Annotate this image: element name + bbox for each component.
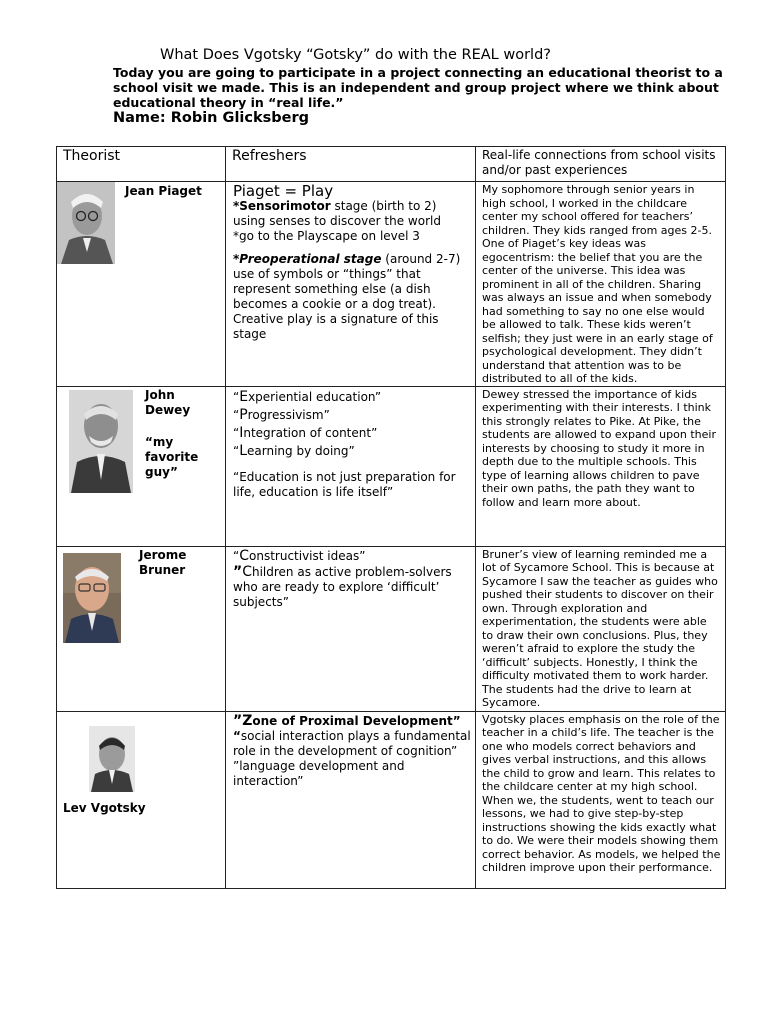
refresher-item: “Learning by doing” bbox=[233, 442, 355, 459]
refresher-dewey bbox=[226, 386, 476, 546]
refresher-item: “social interaction plays a fundamental role in the development of cognition” bbox=[233, 728, 471, 758]
refresher-item: “Integration of content” bbox=[233, 424, 378, 441]
connection-dewey: Dewey stressed the importance of kids experimenting with their interests. I think this strongly relates to Pike. At Pike, the students are allowed to expand upon their interests by choosing to study it more in depth due to the multiple schools. This type of learning allows children to pave their own paths, the path they want to follow and learn more about. bbox=[476, 386, 726, 546]
stage-name: *Sensorimotor bbox=[233, 199, 331, 213]
theorist-bruner bbox=[57, 546, 226, 711]
student-name: Name: Robin Glicksberg bbox=[113, 110, 310, 126]
theorist-piaget bbox=[57, 182, 226, 387]
refresher-item: ”Children as active problem-solvers who are ready to explore ‘difficult’ subjects” bbox=[233, 563, 452, 609]
connection-bruner: Bruner’s view of learning reminded me a lot of Sycamore School. This is because at Sycamore I saw the teacher as guides who pushed their students to discover on their own. Through exploration and experimentation, the students were able to draw their own conclusions. Plus, they weren’t afraid to explore the study the ‘difficult’ subjects. Honestly, I think the difficulty motivated them to work harder. The students had the drive to learn at Sycamore. bbox=[476, 546, 726, 711]
table-row bbox=[57, 711, 726, 888]
theorist-dewey bbox=[57, 386, 226, 546]
document-title: What Does Vgotsky “Gotsky” do with the REAL world? bbox=[160, 47, 551, 63]
header-connections: Real-life connections from school visits and/or past experiences bbox=[476, 147, 726, 182]
connection-piaget: My sophomore through senior years in high school, I worked in the childcare center my school offered for teachers’ children. They kids ranged from ages 2-5. One of Piaget’s key ideas was egocentrism: the belief that you are the center of the universe. This idea was prominent in all of the children. Sharing was always an issue and when somebody had something to say no one else would be allowed to talk. These kids weren’t selfish; they just were in an early stage of psychological development. They didn’t understand that attention was to be distributed to all of the kids. bbox=[476, 182, 726, 387]
refresher-item: “Progressivism” bbox=[233, 406, 330, 423]
theorist-table bbox=[56, 146, 726, 889]
table-row bbox=[57, 546, 726, 711]
stage-description: (around 2-7) use of symbols or “things” that represent something else (a dish becomes a cookie or a dog treat). Creative play is a signature of this stage bbox=[233, 252, 461, 341]
sensorimotor-stage bbox=[233, 199, 471, 229]
table-row bbox=[57, 386, 726, 546]
portrait-dewey bbox=[69, 390, 133, 493]
theorist-name: Jean Piaget bbox=[125, 184, 202, 198]
refresher-item: “Constructivist ideas” bbox=[233, 547, 366, 564]
theorist-name-first: Jerome bbox=[139, 547, 187, 562]
refresher-heading: ”Zone of Proximal Development” bbox=[233, 712, 461, 729]
table-header-row bbox=[57, 147, 726, 182]
theorist-name-last: Dewey bbox=[145, 402, 191, 417]
theorist-quote-line: favorite bbox=[145, 449, 199, 464]
refresher-piaget bbox=[226, 182, 476, 387]
header-refreshers: Refreshers bbox=[226, 147, 476, 182]
playscape-note: *go to the Playscape on level 3 bbox=[233, 229, 420, 243]
refresher-item: ”language development and interaction” bbox=[233, 758, 405, 788]
theorist-name-first: John bbox=[145, 387, 175, 402]
stage-description: stage (birth to 2) using senses to discover the world bbox=[233, 199, 441, 228]
intro-paragraph: Today you are going to participate in a project connecting an educational theorist to a school visit we made. This is an independent and group project where we think about educational theory in “real life.” bbox=[113, 65, 723, 110]
connection-vgotsky: Vgotsky places emphasis on the role of the teacher in a child’s life. The teacher is the one who models correct behaviors and gives verbal instructions, and this allows the child to grow and learn. This relates to the childcare center at my high school. When we, the students, went to teach our lessons, we had to give step-by-step instructions showing the kids exactly what to do. We were their models showing them correct behavior. As models, we helped the children improve upon their performance. bbox=[476, 711, 726, 888]
header-theorist: Theorist bbox=[57, 147, 226, 182]
portrait-bruner bbox=[63, 553, 121, 643]
theorist-name-last: Bruner bbox=[139, 562, 186, 577]
refresher-item: “Experiential education” bbox=[233, 388, 382, 405]
table-row bbox=[57, 182, 726, 387]
theorist-vgotsky bbox=[57, 711, 226, 888]
preoperational-stage bbox=[233, 252, 471, 342]
stage-name: Preoperational stage bbox=[239, 252, 382, 266]
dewey-quote: “Education is not just preparation for life, education is life itself” bbox=[233, 469, 456, 499]
portrait-piaget bbox=[57, 182, 115, 264]
refresher-vgotsky bbox=[226, 711, 476, 888]
theorist-quote-line: guy” bbox=[145, 464, 178, 479]
theorist-quote-line: “my bbox=[145, 434, 174, 449]
refresher-bruner bbox=[226, 546, 476, 711]
refresher-heading: Piaget = Play bbox=[233, 182, 334, 200]
portrait-vgotsky bbox=[89, 726, 135, 792]
stage-star: * bbox=[233, 252, 240, 266]
theorist-name: Lev Vgotsky bbox=[63, 800, 146, 815]
